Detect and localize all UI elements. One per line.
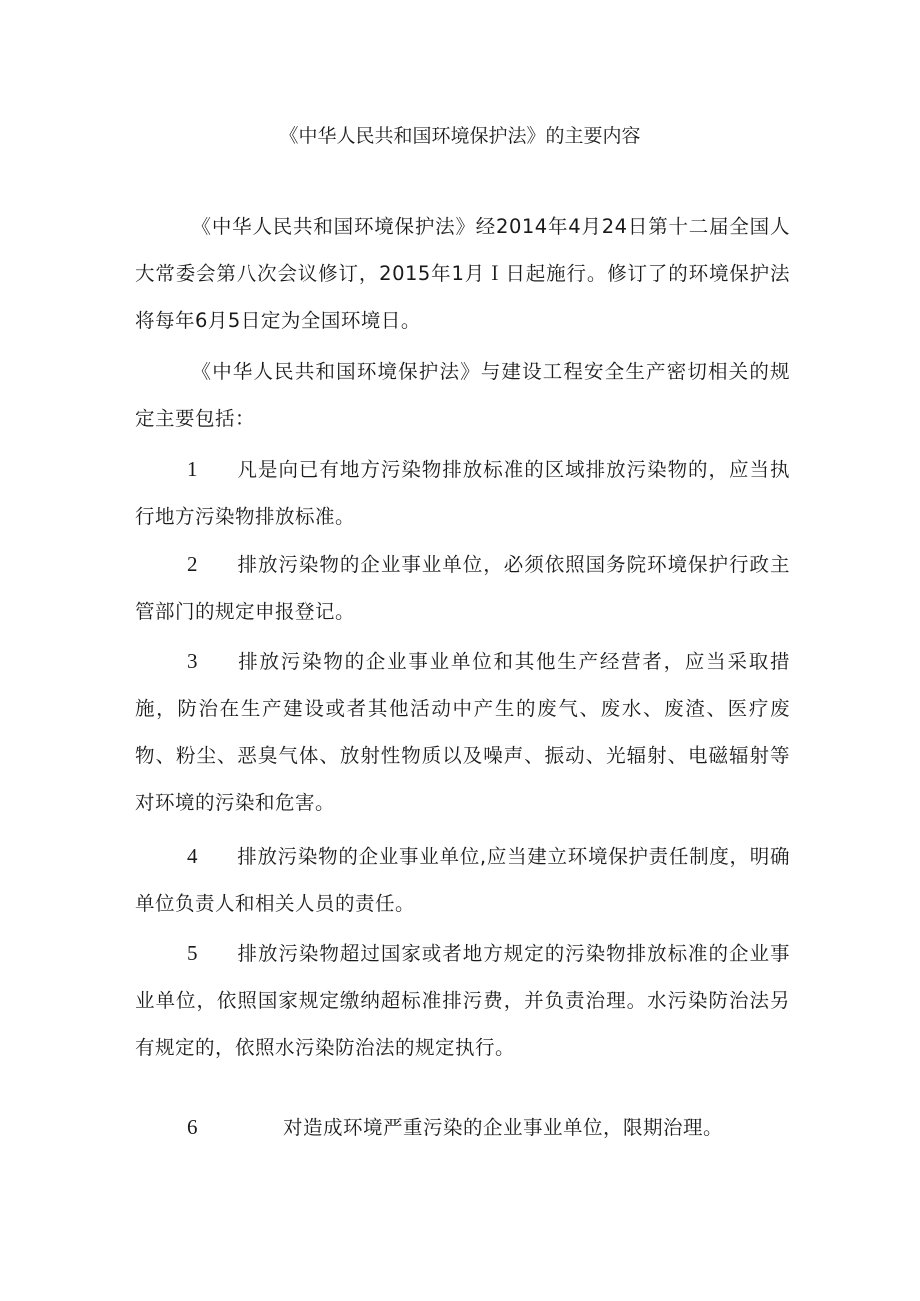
list-item	[135, 638, 790, 826]
item-text: 凡是向已有地方污染物排放标准的区域排放污染物的，应当执行地方污染物排放标准。	[135, 458, 790, 528]
list-item	[135, 1104, 790, 1151]
list-item	[135, 446, 790, 540]
list-item	[135, 541, 790, 635]
item-number: 6	[187, 1115, 198, 1139]
item-text: 对造成环境严重污染的企业事业单位，限期治理。	[283, 1116, 724, 1139]
item-text: 排放污染物的企业事业单位和其他生产经营者，应当采取措施，防治在生产建设或者其他活动中产生的废气、废水、废渣、医疗废物、粉尘、恶臭气体、放射性物质以及噪声、振动、光辐射、电磁辐射等对环境的污染和危害。	[135, 650, 790, 814]
item-number: 2	[187, 552, 198, 576]
item-text: 排放污染物的企业事业单位,应当建立环境保护责任制度，明确单位负责人和相关人员的责任。	[135, 845, 790, 915]
intro-paragraph-1: 《中华人民共和国环境保护法》经2014年4月24日第十二届全国人大常委会第八次会议修订，2015年1月Ｉ日起施行。修订了的环境保护法将每年6月5日定为全国环境日。	[135, 215, 790, 332]
intro-paragraph-2: 《中华人民共和国环境保护法》与建设工程安全生产密切相关的规定主要包括：	[135, 360, 790, 430]
document-title: 《中华人民共和国环境保护法》的主要内容	[279, 125, 641, 147]
item-number: 1	[187, 457, 198, 481]
list-item	[135, 833, 790, 927]
item-number: 4	[187, 844, 198, 868]
item-number: 5	[187, 941, 198, 965]
item-number: 3	[187, 649, 198, 673]
list-item	[135, 930, 790, 1071]
item-text: 排放污染物超过国家或者地方规定的污染物排放标准的企业事业单位，依照国家规定缴纳超标准排污费，并负责治理。水污染防治法另有规定的，依照水污染防治法的规定执行。	[135, 942, 790, 1059]
item-text: 排放污染物的企业事业单位，必须依照国务院环境保护行政主管部门的规定申报登记。	[135, 553, 790, 623]
